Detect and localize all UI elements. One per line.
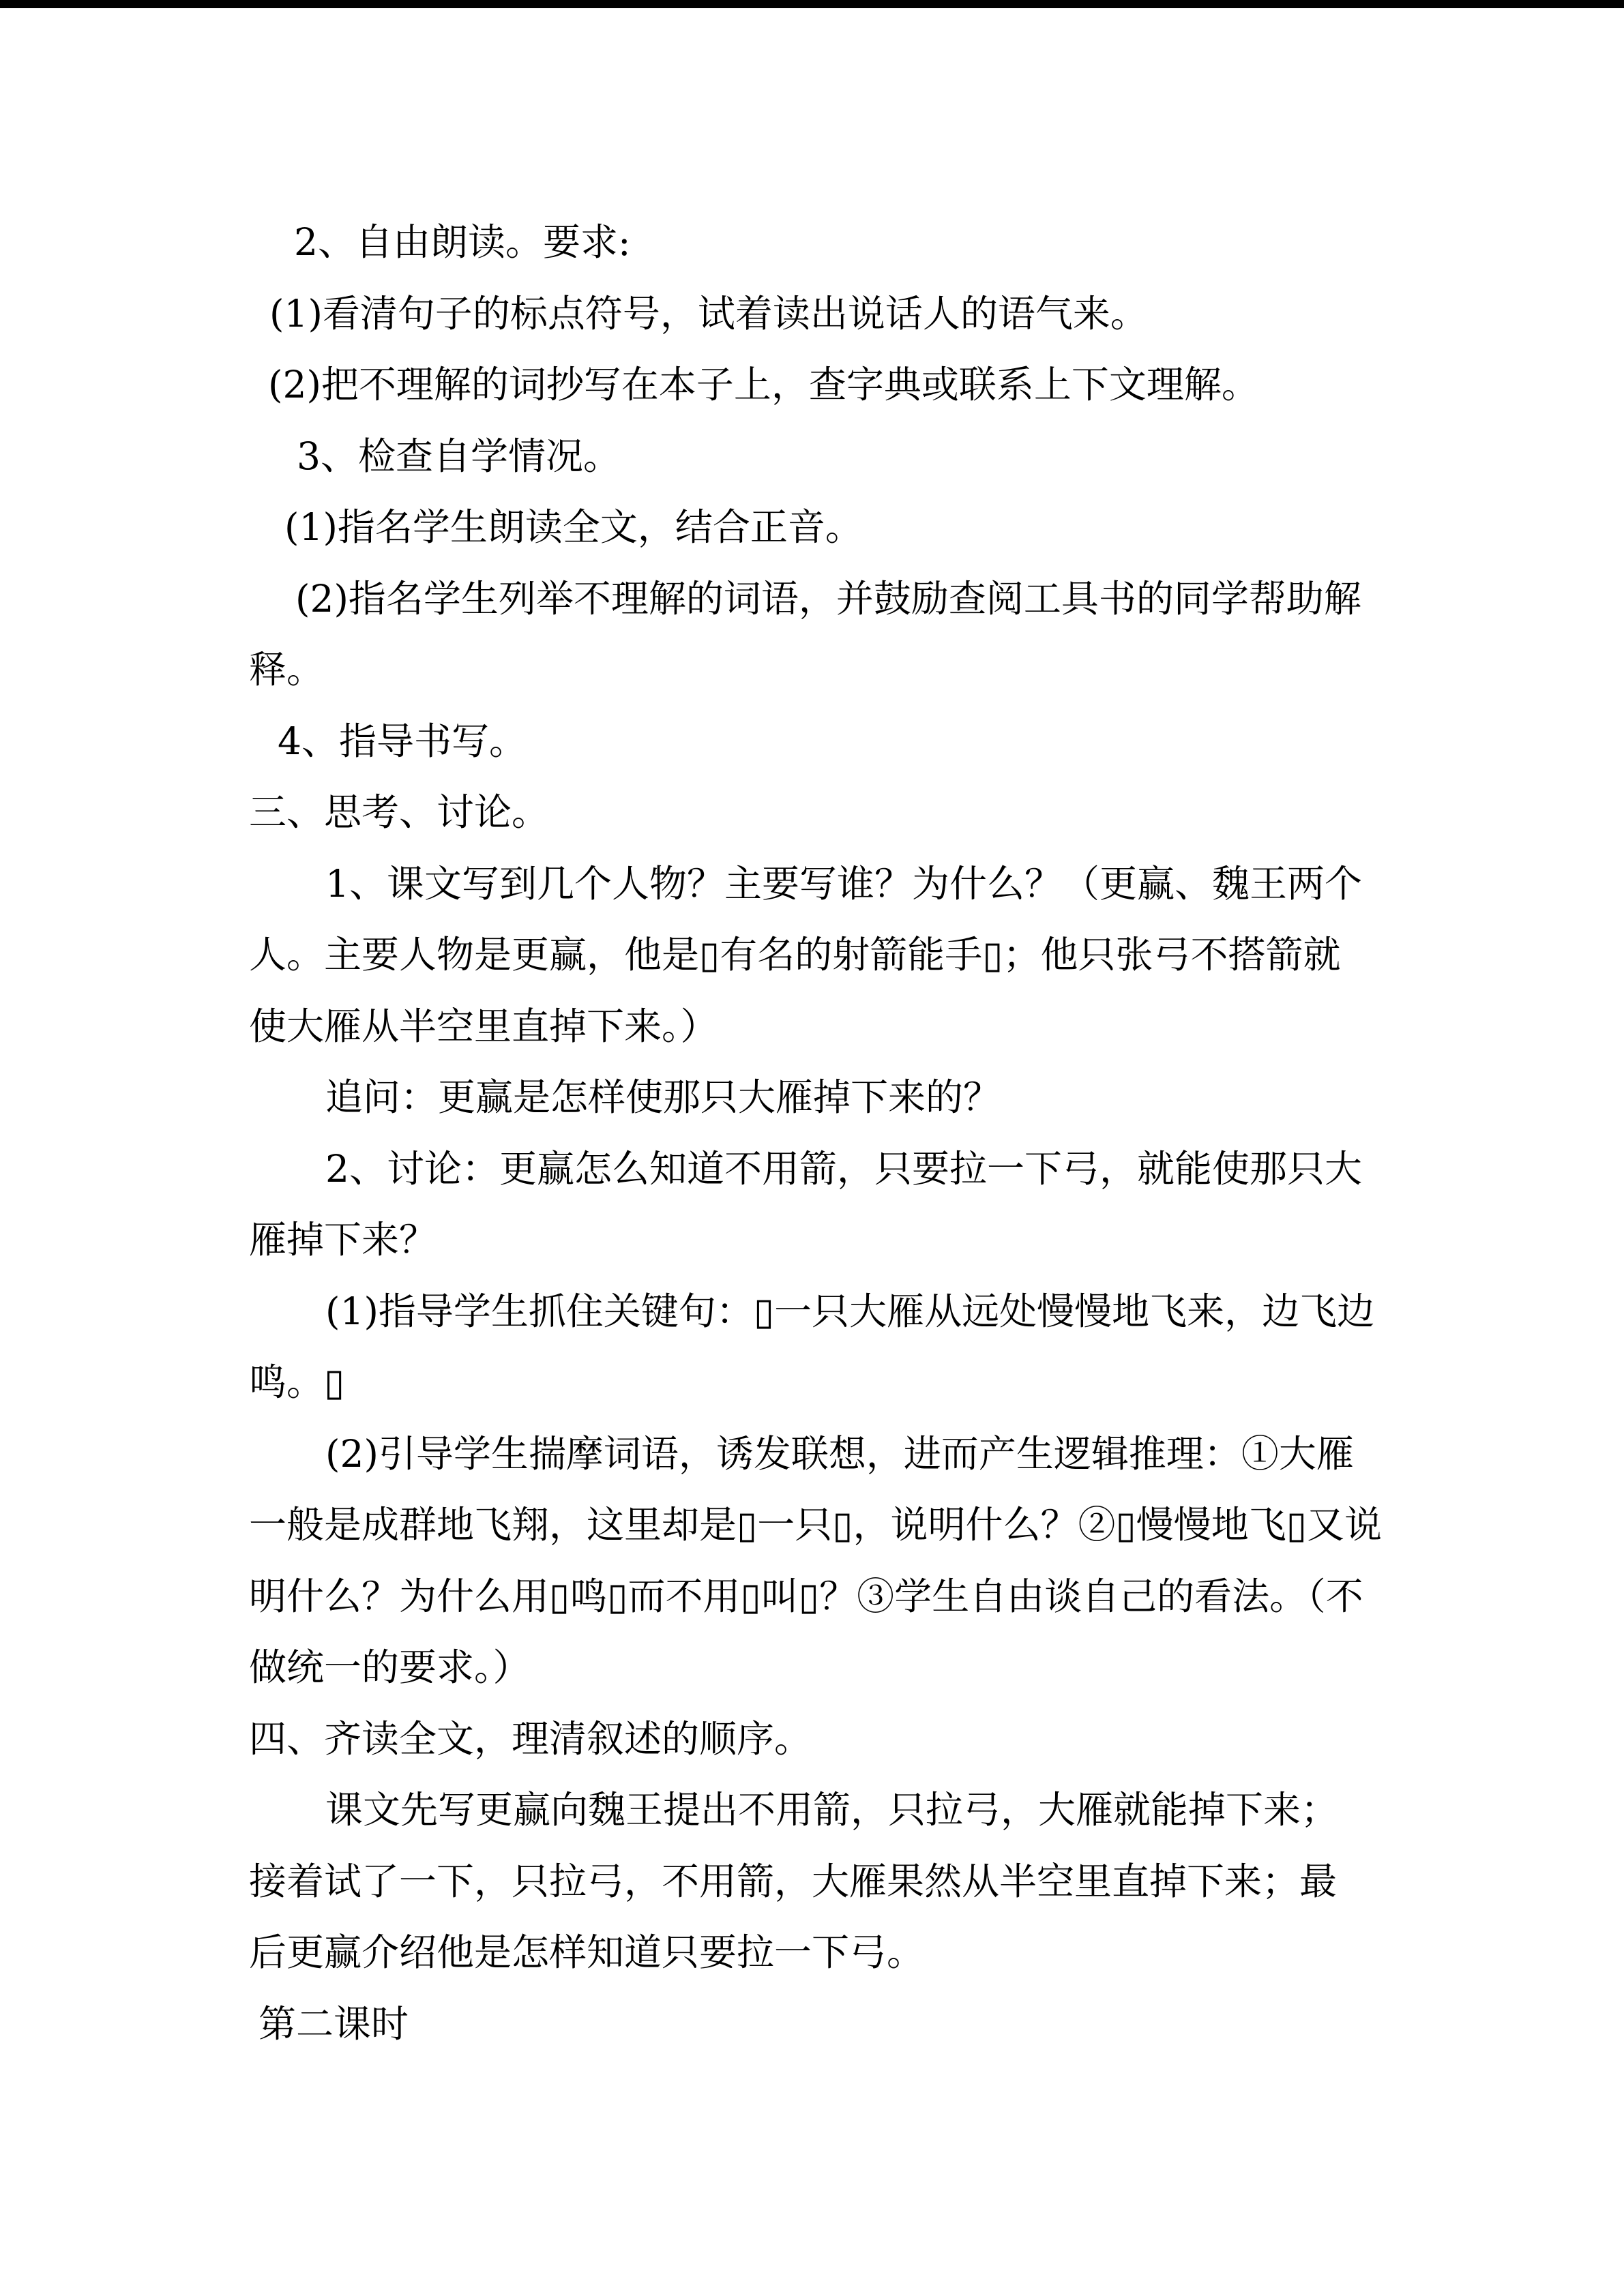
text-line-20: 明什么？为什么用▯鸣▯而不用▯叫▯？③学生自由谈自己的看法。（不 (249, 1575, 1363, 1618)
text-line-23: 课文先写更赢向魏王提出不用箭，只拉弓，大雁就能掉下来； (325, 1788, 1339, 1832)
text-line-14: 2、讨论：更赢怎么知道不用箭，只要拉一下弓，就能使那只大 (325, 1147, 1362, 1191)
text-line-15: 雁掉下来？ (249, 1218, 437, 1262)
text-line-4: 3、检查自学情况。 (297, 434, 621, 478)
text-line-5: (1)指名学生朗读全文，结合正音。 (284, 505, 863, 549)
text-line-17: 鸣。▯ (249, 1360, 345, 1404)
text-line-11: 人。主要人物是更赢，他是▯有名的射箭能手▯；他只张弓不搭箭就 (249, 933, 1341, 976)
text-line-6: (2)指名学生列举不理解的词语，并鼓励查阅工具书的同学帮助解 (295, 577, 1361, 621)
text-line-21: 做统一的要求。） (249, 1645, 531, 1689)
text-line-1: 2、自由朗读。要求: (294, 220, 631, 264)
text-line-18: (2)引导学生揣摩词语，诱发联想，进而产生逻辑推理：①大雁 (325, 1432, 1354, 1476)
text-line-7: 释。 (249, 648, 325, 691)
text-line-13: 追问：更赢是怎样使那只大雁掉下来的？ (325, 1075, 1001, 1119)
text-line-12: 使大雁从半空里直掉下来。） (249, 1004, 718, 1048)
text-line-9: 三、思考、讨论。 (249, 790, 550, 834)
text-line-16: (1)指导学生抓住关键句：▯一只大雁从远处慢慢地飞来，边飞边 (325, 1289, 1375, 1333)
text-line-22: 四、齐读全文，理清叙述的顺序。 (249, 1717, 812, 1761)
text-line-2: (1)看清句子的标点符号，试着读出说话人的语气来。 (269, 292, 1148, 336)
text-line-10: 1、课文写到几个人物？主要写谁？为什么？（更赢、魏王两个 (325, 862, 1362, 906)
text-line-25: 后更赢介绍他是怎样知道只要拉一下弓。 (249, 1930, 925, 1974)
text-line-19: 一般是成群地飞翔，这里却是▯一只▯，说明什么？②▯慢慢地飞▯又说 (249, 1503, 1383, 1547)
text-line-26: 第二课时 (259, 2002, 409, 2046)
text-line-3: (2)把不理解的词抄写在本子上，查字典或联系上下文理解。 (268, 363, 1259, 406)
text-line-24: 接着试了一下，只拉弓，不用箭，大雁果然从半空里直掉下来；最 (249, 1860, 1338, 1903)
text-line-8: 4、指导书写。 (278, 719, 527, 763)
